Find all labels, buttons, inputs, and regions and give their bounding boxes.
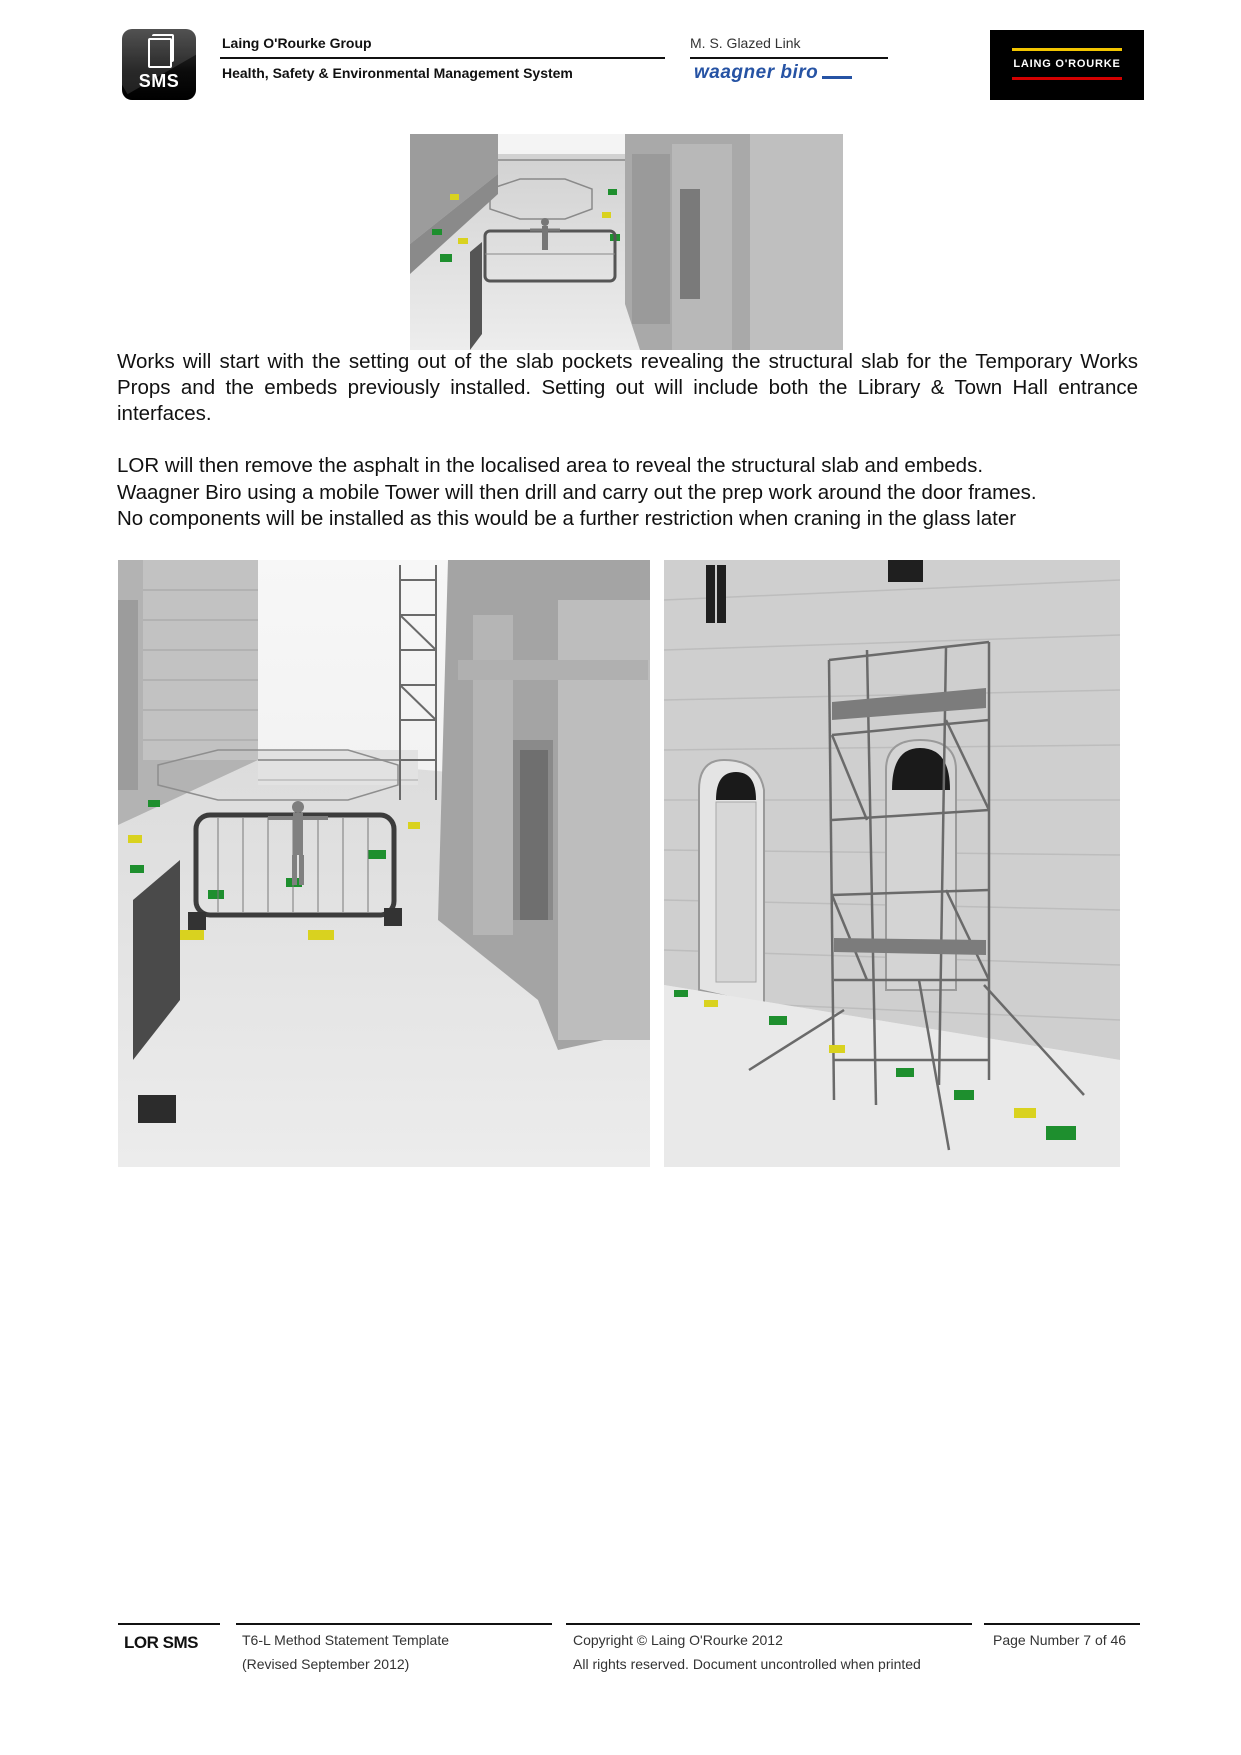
footer-divider: [118, 1623, 220, 1625]
render-image-mobile-tower: [664, 560, 1120, 1167]
waagner-biro-swoosh: [822, 76, 852, 79]
header-divider: [690, 57, 888, 59]
body-paragraph-works-sequence: [117, 453, 1157, 533]
footer-brand: LOR SMS: [124, 1633, 198, 1652]
body-line-1: LOR will then remove the asphalt in the localised area to reveal the structural slab and embeds.: [117, 454, 984, 477]
footer-divider: [566, 1623, 972, 1625]
footer-template-name: T6-L Method Statement Template: [242, 1632, 449, 1648]
footer-divider: [236, 1623, 552, 1625]
footer-divider: [984, 1623, 1140, 1625]
body-line-2: Waagner Biro using a mobile Tower will then drill and carry out the prep work around the door frames.: [117, 480, 1037, 504]
footer-page-number: Page Number 7 of 46: [993, 1632, 1127, 1648]
header-organisation: Laing O'Rourke Group: [222, 35, 372, 51]
render-image-fence-area: [118, 560, 650, 1167]
header-system-name: Health, Safety & Environmental Management System: [222, 65, 573, 81]
laing-orourke-logo-text: LAING O'ROURKE: [1013, 58, 1121, 70]
laing-orourke-logo: [990, 30, 1144, 100]
render-image-overview: [410, 134, 843, 350]
header-project: M. S. Glazed Link: [690, 35, 801, 51]
body-line-3: No components will be installed as this would be a further restriction when craning in the glass later: [117, 507, 1017, 530]
sms-logo: [122, 29, 196, 100]
footer-template-revision: (Revised September 2012): [242, 1656, 410, 1672]
footer-copyright: Copyright © Laing O'Rourke 2012: [573, 1632, 783, 1648]
footer-rights: All rights reserved. Document uncontrolled when printed: [573, 1656, 921, 1672]
body-paragraph-setting-out: Works will start with the setting out of the slab pockets revealing the structural slab for the Temporary Works Props and the embeds previously installed. Setting out will include both the Library & Town Hall entrance interfaces.: [117, 350, 1138, 425]
sms-logo-text: SMS: [138, 71, 180, 91]
waagner-biro-logo: waagner biro: [694, 62, 819, 83]
header-divider: [220, 57, 665, 59]
